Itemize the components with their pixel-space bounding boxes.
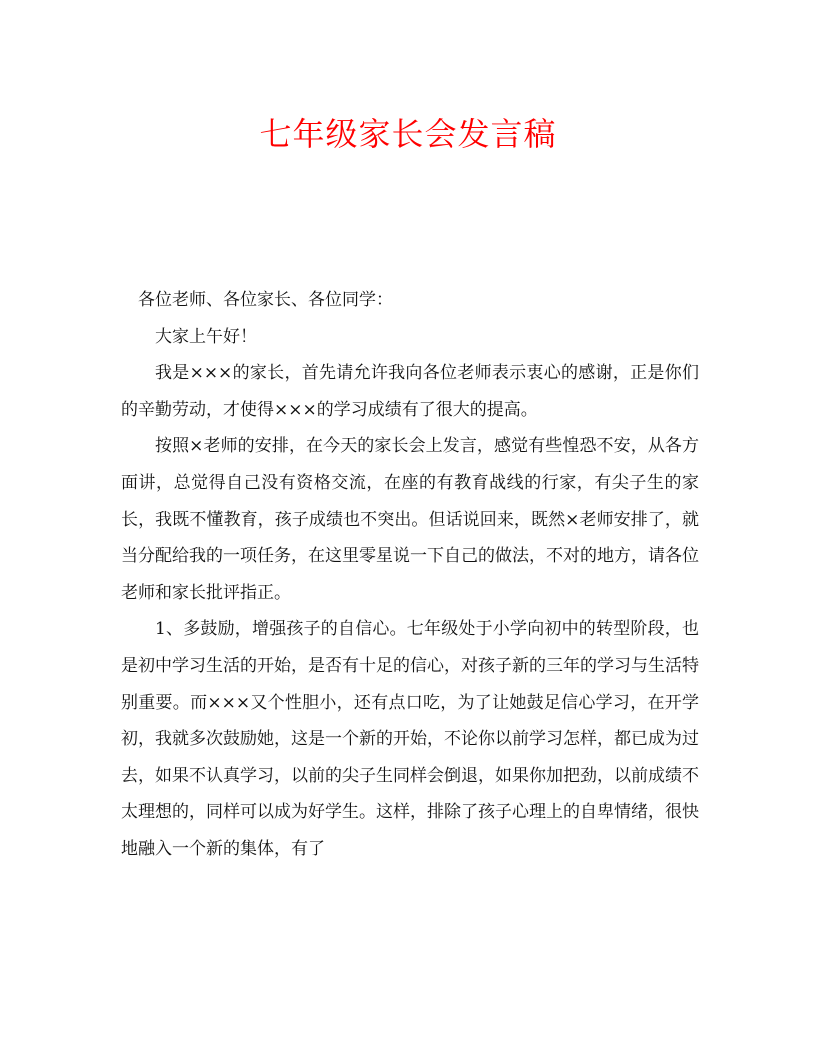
paragraph-point-1: 1、多鼓励，增强孩子的自信心。七年级处于小学向初中的转型阶段，也是初中学习生活的开始，是否有十足的信心，对孩子新的三年的学习与生活特别重要。而×××又个性胆小，还有点口吃，为了让她鼓足信心学习，在开学初，我就多次鼓励她，这是一个新的开始，不论你以前学习怎样，都已成为过去，如果不认真学习，以前的尖子生同样会倒退，如果你加把劲，以前成绩不太理想的，同样可以成为好学生。这样，排除了孩子心理上的自卑情绪，很快地融入一个新的集体，有了	[121, 619, 699, 859]
paragraph-thanks: 我是×××的家长，首先请允许我向各位老师表示衷心的感谢，正是你们的辛勤劳动，才使得×××的学习成绩有了很大的提高。	[121, 363, 699, 420]
paragraph-introduction: 按照×老师的安排，在今天的家长会上发言，感觉有些惶恐不安，从各方面讲，总觉得自己没有资格交流，在座的有教育战线的行家，有尖子生的家长，我既不懂教育，孩子成绩也不突出。但话说回来，既然×老师安排了，就当分配给我的一项任务，在这里零星说一下自己的做法，不对的地方，请各位老师和家长批评指正。	[121, 436, 699, 603]
paragraph-greeting: 大家上午好！	[155, 326, 257, 347]
salutation: 各位老师、各位家长、各位同学：	[138, 290, 393, 310]
document-title: 七年级家长会发言稿	[259, 115, 557, 153]
document-body	[121, 282, 699, 868]
